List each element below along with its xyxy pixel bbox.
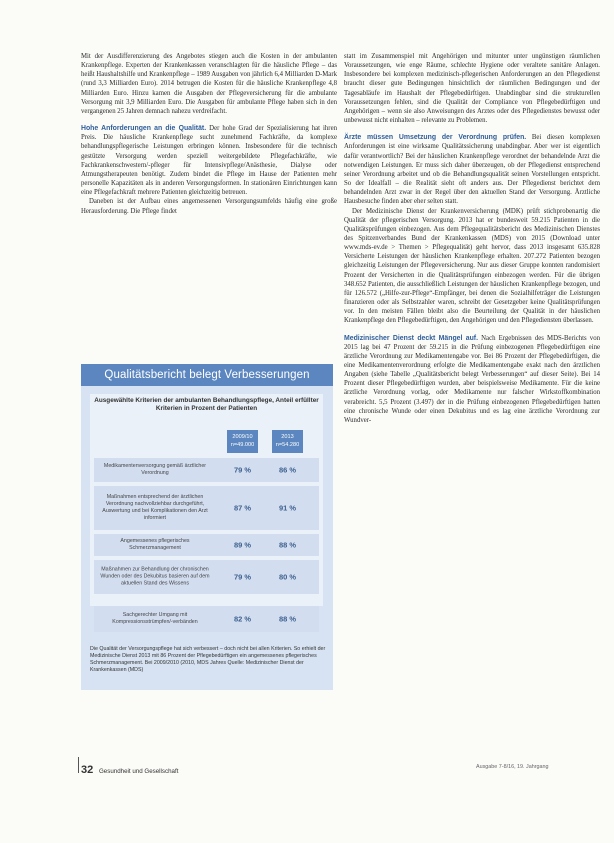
issue-info: Ausgabe 7-8/16, 19. Jahrgang (476, 764, 549, 770)
value-2009: 87 % (233, 503, 252, 513)
row-label: Sachgerechter Umgang mit Kompressionsstrümpfen/-verbänden (112, 612, 198, 625)
column-header-2009: 2009/10 n=49.000 (227, 430, 258, 453)
paragraph-text: Der hohe Grad der Spezialisierung hat ihren Preis. Die häusliche Krankenpflege sucht zunehmend Fachkräfte, da komplexe behandlungspflegerische Leistungen erbringen können. Insbesondere für die technisch gestützte Versorgung werden speziell weitergebildete Pflegefachkräfte, wie Fachkrankenschwestern/-pfleger für Intensivpflege/Anästhesie, Dialyse oder Atmungstherapeuten benötigt. Zudem bindet die Pflege im Hause der Patienten mehr personelle Kapazitäten als in anderen Versorgungsformen. In stationären Einrichtungen kann eine Pflegefachkraft mehrere Patienten gleichzeitig betreuen. (81, 125, 337, 197)
paragraph (344, 133, 600, 206)
paragraph (344, 334, 600, 426)
section-heading: Hohe Anforderungen an die Qualität. (81, 125, 207, 133)
box-title: Qualitätsbericht belegt Verbesserungen (81, 364, 333, 386)
row-label: Medikamentenversorgung gemäß ärztlicher Verordnung (103, 463, 207, 476)
page-number: 32 (81, 764, 94, 776)
value-2013: 88 % (278, 614, 297, 624)
value-2009: 82 % (233, 614, 252, 624)
value-2009: 89 % (233, 540, 252, 550)
paragraph: Mit der Ausdifferenzierung des Angebotes stiegen auch die Kosten in der ambulanten Krankenpflege. Experten der Krankenkassen veranschlagten für die häusliche Pflege – das heißt Haushaltshilfe und Krankenpflege – 1989 Ausgaben von jährlich 6,4 Milliarden D-Mark (rund 3,3 Milliarden Euro). 2014 betrugen die Kosten für die häusliche Krankenpflege 4,8 Milliarden Euro. Hinzu kamen die Ausgaben der Pflegeversicherung für die ambulante Versorgung mit 3,9 Milliarden Euro. Die Ausgaben für ambulante Pflege haben sich in den vergangenen 25 Jahren demnach nahezu verdreifacht. (81, 53, 337, 115)
value-2009: 79 % (233, 572, 252, 582)
quality-report-box (81, 364, 333, 690)
paragraph: Daneben ist der Aufbau eines angemessenen Versorgungsumfelds häufig eine große Herausforderung. Die Pflege findet (81, 198, 337, 215)
table-row (94, 606, 319, 632)
table-subtitle: Ausgewählte Kriterien der ambulanten Behandlungspflege, Anteil erfüllter Kriterien in Prozent der Patienten (94, 397, 319, 412)
paragraph-text: Bei diesen komplexen Anforderungen ist eine wirksame Qualitätssicherung unabdingbar. Aber wer ist eigentlich dafür verantwortlich? Bei der häuslichen Krankenpflege verordnet der behandelnde Arzt die notwendigen Leistungen. Er muss sich daher überzeugen, ob der Pflegedienst entsprechend seiner Verordnung arbeitet und ob die Behandlungsqualität seinen Vorstellungen entspricht. So der Idealfall – die Realität sieht oft anders aus. Der Pflegedienst berichtet dem behandelnden Arzt zwar in der Regel über den aktuellen Stand der Versorgung. Ärztliche Hausbesuche finden aber eher selten statt. (344, 134, 601, 206)
table-row (94, 560, 319, 594)
box-note: Die Qualität der Versorgungspflege hat sich verbessert – doch nicht bei allen Kriterien. So erhielt der Medizinische Dienst 2013 mit 86 Prozent der Pflegebedürftigen ein angemessenes pflegerisches Schmerzmanagement. Bei 2009/2010 (2010, MDS Jahres Quelle: Medizinischer Dienst der Krankenkassen (MDS) (90, 646, 326, 674)
paragraph-text: Nach Ergebnissen des MDS-Berichts von 2015 lag bei 47 Prozent der 59.215 in die Prüfung einbezogenen Pflegebedürftigen eine ärztliche Verordnung zur Medikamentengabe vor. Bei 86 Prozent der Pflegebedürftigen, die eine Medikamentenverordnung erfolgte die Medikamentengabe exakt nach den ärztlichen Angaben (siehe Tabelle „Qualitätsbericht belegt Verbesserungen“ auf dieser Seite). Bei 14 Prozent dieser Pflegebedürftigen wurden, aber beispielsweise Medikamente. Für die keine ärztliche Verordnung vorlag, oder Medikamente nur falscher Wirkstoffkombination verabreicht. 5,5 Prozent (3.497) der in die Prüfung einbezogenen Pflegebedürftigen hatten eine chronische Wunde oder einen Dekubitus und es lag eine ärztliche Verordnung zur Wundver- (344, 334, 601, 424)
value-2013: 86 % (278, 465, 297, 475)
value-2013: 91 % (278, 503, 297, 513)
section-heading: Medizinischer Dienst deckt Mängel auf. (344, 334, 478, 342)
paragraph: statt im Zusammenspiel mit Angehörigen und mitunter unter ungünstigen räumlichen Voraussetzungen, wie enge Räume, schlechte Hygiene oder veraltete sanitäre Anlagen. Insbesondere bei komplexen medizinisch-pflegerischen Anforderungen an den Pflegedienst braucht dieser gute Bedingungen hinsichtlich der räumlichen Bedingungen und der Tagesabläufe im Haushalt der Pflegebedürftigen. Unabdingbar sind die strukturellen Voraussetzungen fehlen, sind die Qualität der Compliance von Pflegebedürftigen und Angehörigen – wenn sie also Anweisungen des Arztes oder des Pflegedienstes bewusst oder unbewusst nicht einhalten – relevante zu Problemen. (344, 53, 600, 125)
value-2013: 88 % (278, 540, 297, 550)
footer-left (81, 764, 178, 776)
table-panel (90, 394, 323, 606)
section-name: Gesundheit und Gesellschaft (98, 768, 179, 775)
section-heading: Ärzte müssen Umsetzung der Verordnung prüfen. (344, 134, 527, 142)
row-label: Angemessenes pflegerisches Schmerzmanagement (120, 538, 190, 551)
table-row (94, 486, 319, 530)
value-2009: 79 % (233, 465, 252, 475)
paragraph: Der Medizinische Dienst der Krankenversicherung (MDK) prüft stichprobenartig die Qualität der pflegerischen Versorgung. 2013 hat er bundesweit 59.215 Patienten in die Qualitätsprüfungen einbezogen. Aus dem Pflegequalitätsbericht des Medizinischen Dienstes des Spitzenverbandes Bund der Krankenkassen (MDS) von 2015 (Download unter www.mds-ev.de > Themen > Pflegequalität) geht hervor, dass 2013 insgesamt 635.828 Versicherte Leistungen der häuslichen Krankenpflege erhalten. 207.272 Patienten bezogen gleichzeitig Leistungen der Pflegeversicherung. Nur aus dieser Gruppe konnten randomisiert Prozent der Versicherten in die Qualitätsprüfungen einbezogen werden. Für die übrigen 348.652 Patienten, die ausschließlich Leistungen der häuslichen Krankenpflege bezogen, und für 126.572 („Hilfe-zur-Pflege“-Empfänger, bei denen die Sozialhilfeträger die Leistungen finanzieren oder als Selbstzahler waren, schreibt der Gesetzgeber keine Qualitätsprüfungen vor. In den meisten Fällen bleibt also die Beurteilung der Qualität in der häuslichen Krankenpflege den Pflegebedürftigen, den Angehörigen und den Pflegediensten überlassen. (344, 207, 600, 325)
table-row (94, 458, 319, 482)
paragraph (81, 124, 337, 197)
row-label: Maßnahmen entsprechend der ärztlichen Verordnung nachvollziehbar durchgeführt, Auswertung und bei Komplikationen den Arzt informiert (102, 494, 208, 521)
footer-divider (78, 757, 79, 773)
column-header-2013: 2013 n=54.280 (272, 430, 303, 453)
table-row (94, 534, 319, 556)
row-label: Maßnahmen zur Behandlung der chronischen Wunden oder des Dekubitus basieren auf dem aktuellen Stand des Wissens (100, 566, 210, 587)
left-column (81, 52, 337, 216)
value-2013: 80 % (278, 572, 297, 582)
right-column (344, 52, 600, 425)
